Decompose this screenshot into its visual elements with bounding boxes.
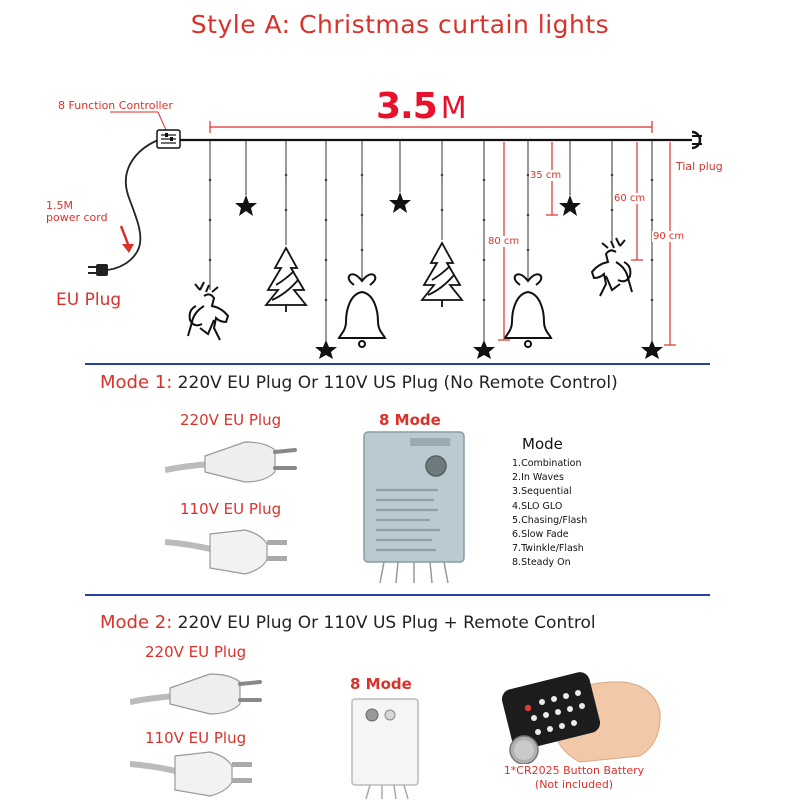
mode2-text: 220V EU Plug Or 110V US Plug + Remote Control [172, 613, 596, 633]
controller-box-image [358, 428, 470, 588]
dim-60: 60 cm [614, 193, 646, 204]
page-title: Style A: Christmas curtain lights [190, 10, 610, 39]
mode-item: 1.Combination [512, 458, 582, 469]
mode1-prefix: Mode 1: [100, 372, 173, 393]
star-icon [473, 340, 495, 359]
mode2-prefix: Mode 2: [100, 612, 173, 633]
mode1-mode-count: 8 Mode [379, 411, 441, 429]
mode1-us-plug-label: 110V EU Plug [180, 500, 282, 518]
dim-90: 90 cm [653, 231, 685, 242]
dim-35: 35 cm [530, 170, 562, 181]
cord-label [46, 200, 108, 224]
mode-item: 7.Twinkle/Flash [512, 543, 584, 555]
strands [210, 140, 652, 342]
eu-plug-icon [88, 264, 108, 276]
us-plug-image-2 [130, 742, 270, 800]
battery-line-2: (Not included) [534, 778, 614, 791]
us-plug-image [165, 520, 305, 580]
mode-item: 5.Chasing/Flash [512, 514, 588, 526]
mode1-heading [100, 372, 618, 393]
mode-item: 2.In Waves [512, 472, 564, 484]
reindeer-icon [188, 282, 228, 340]
star-icon [389, 192, 411, 213]
controller-button-icon [426, 456, 446, 476]
arrow-icon [121, 226, 134, 253]
star-icon [315, 340, 337, 359]
cord-type-label: power cord [46, 211, 108, 224]
length-label [376, 86, 466, 127]
bell-icon [505, 274, 551, 347]
divider-2 [85, 594, 710, 596]
battery-label [488, 764, 660, 792]
mode-list [512, 457, 587, 571]
mode-item: 4.SLO GLO [512, 500, 563, 512]
tail-plug-icon [692, 132, 702, 148]
dim-80: 80 cm [488, 236, 520, 247]
reindeer-icon [592, 238, 632, 296]
mode2-us-plug-label: 110V EU Plug [145, 729, 247, 747]
eu-plug-label: EU Plug [56, 290, 122, 310]
mode-item: 6.Slow Fade [512, 529, 569, 541]
length-unit: M [440, 91, 466, 126]
eu-plug-image-2 [130, 662, 270, 722]
controller-leader [110, 112, 166, 130]
mode-list-title: Mode [522, 435, 563, 453]
mode2-heading [100, 612, 596, 633]
eu-plug-image [165, 430, 305, 490]
star-icon [641, 340, 663, 359]
cord-length-label: 1.5M [46, 199, 73, 212]
controller-box-image-2 [346, 695, 426, 800]
tree-icon [422, 243, 462, 307]
tail-plug-label: Tial plug [676, 160, 723, 173]
mode-item: 8.Steady On [512, 557, 571, 569]
tree-icon [266, 248, 306, 312]
power-cord [104, 140, 158, 270]
remote-control-image[interactable] [494, 660, 664, 764]
star-icons [235, 192, 663, 359]
dimension-lines [498, 142, 676, 345]
star-icon [559, 195, 581, 216]
mode2-eu-plug-label: 220V EU Plug [145, 643, 247, 661]
reindeer-icons [188, 238, 632, 340]
bell-icon [339, 274, 385, 347]
star-icon [235, 195, 257, 216]
controller-label: 8 Function Controller [58, 99, 173, 112]
mode2-mode-count: 8 Mode [350, 675, 412, 693]
divider-1 [85, 363, 710, 365]
battery-line-1: 1*CR2025 Button Battery [503, 764, 645, 777]
length-value: 3.5 [376, 86, 437, 127]
mode-item: 3.Sequential [512, 486, 572, 498]
mode1-eu-plug-label: 220V EU Plug [180, 411, 282, 429]
mode1-text: 220V EU Plug Or 110V US Plug (No Remote Control) [172, 373, 618, 393]
controller-icon [157, 130, 180, 148]
